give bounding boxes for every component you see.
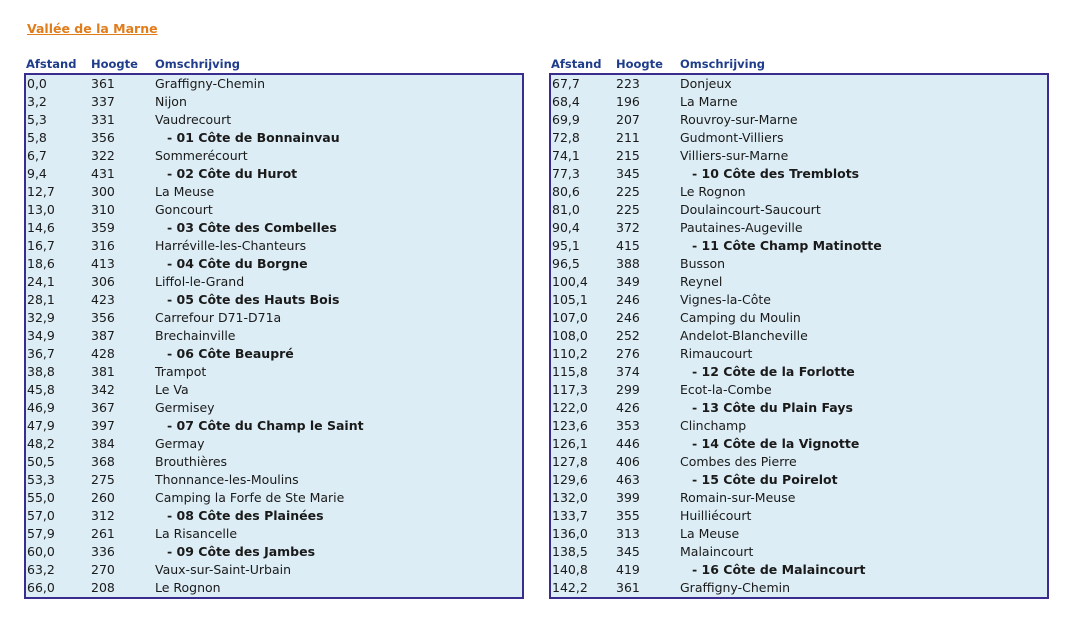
cell-omschrijving: Trampot bbox=[155, 364, 207, 379]
table-row bbox=[26, 561, 522, 579]
cell-afstand: 107,0 bbox=[552, 310, 588, 325]
cell-afstand: 110,2 bbox=[552, 346, 588, 361]
cell-hoogte: 342 bbox=[91, 382, 115, 397]
cell-omschrijving: Vignes-la-Côte bbox=[680, 292, 771, 307]
header-afstand: Afstand bbox=[551, 57, 602, 71]
cell-hoogte: 331 bbox=[91, 112, 115, 127]
cell-omschrijving: - 10 Côte des Tremblots bbox=[692, 166, 860, 181]
cell-afstand: 9,4 bbox=[27, 166, 47, 181]
cell-hoogte: 356 bbox=[91, 130, 115, 145]
cell-omschrijving: Nijon bbox=[155, 94, 187, 109]
cell-hoogte: 356 bbox=[91, 310, 115, 325]
cell-afstand: 45,8 bbox=[27, 382, 55, 397]
table-row bbox=[26, 543, 522, 561]
table-row bbox=[551, 291, 1047, 309]
table-row bbox=[26, 327, 522, 345]
cell-afstand: 117,3 bbox=[552, 382, 588, 397]
cell-afstand: 108,0 bbox=[552, 328, 588, 343]
cell-hoogte: 252 bbox=[616, 328, 640, 343]
cell-omschrijving: Le Rognon bbox=[155, 580, 221, 595]
table-row bbox=[551, 543, 1047, 561]
cell-omschrijving: Le Va bbox=[155, 382, 189, 397]
table-row bbox=[551, 381, 1047, 399]
table-row bbox=[26, 309, 522, 327]
cell-hoogte: 322 bbox=[91, 148, 115, 163]
cell-hoogte: 431 bbox=[91, 166, 115, 181]
table-row bbox=[26, 471, 522, 489]
cell-afstand: 60,0 bbox=[27, 544, 55, 559]
table-row bbox=[551, 561, 1047, 579]
cell-hoogte: 215 bbox=[616, 148, 640, 163]
cell-afstand: 129,6 bbox=[552, 472, 588, 487]
cell-omschrijving: Graffigny-Chemin bbox=[680, 580, 791, 595]
cell-hoogte: 299 bbox=[616, 382, 640, 397]
cell-afstand: 69,9 bbox=[552, 112, 580, 127]
cell-afstand: 122,0 bbox=[552, 400, 588, 415]
cell-afstand: 72,8 bbox=[552, 130, 580, 145]
left-route-table bbox=[24, 73, 524, 599]
cell-hoogte: 246 bbox=[616, 310, 640, 325]
cell-afstand: 136,0 bbox=[552, 526, 588, 541]
header-hoogte: Hoogte bbox=[616, 57, 663, 71]
cell-hoogte: 367 bbox=[91, 400, 115, 415]
cell-hoogte: 306 bbox=[91, 274, 115, 289]
table-row bbox=[26, 183, 522, 201]
cell-hoogte: 415 bbox=[616, 238, 640, 253]
cell-afstand: 126,1 bbox=[552, 436, 588, 451]
cell-afstand: 127,8 bbox=[552, 454, 588, 469]
table-row bbox=[551, 75, 1047, 93]
table-row bbox=[551, 489, 1047, 507]
cell-omschrijving: Huilliécourt bbox=[680, 508, 752, 523]
cell-hoogte: 463 bbox=[616, 472, 640, 487]
cell-afstand: 66,0 bbox=[27, 580, 55, 595]
cell-omschrijving: Ecot-la-Combe bbox=[680, 382, 772, 397]
table-row bbox=[26, 507, 522, 525]
cell-omschrijving: Brechainville bbox=[155, 328, 236, 343]
left-table-header bbox=[24, 57, 524, 71]
table-row bbox=[26, 219, 522, 237]
cell-omschrijving: Busson bbox=[680, 256, 726, 271]
table-row bbox=[551, 183, 1047, 201]
header-hoogte: Hoogte bbox=[91, 57, 138, 71]
cell-hoogte: 372 bbox=[616, 220, 640, 235]
cell-hoogte: 353 bbox=[616, 418, 640, 433]
cell-hoogte: 225 bbox=[616, 184, 640, 199]
cell-omschrijving: Camping la Forfe de Ste Marie bbox=[155, 490, 345, 505]
cell-omschrijving: La Meuse bbox=[155, 184, 215, 199]
cell-afstand: 67,7 bbox=[552, 76, 580, 91]
table-row bbox=[551, 165, 1047, 183]
cell-omschrijving: Pautaines-Augeville bbox=[680, 220, 803, 235]
cell-afstand: 132,0 bbox=[552, 490, 588, 505]
table-row bbox=[551, 93, 1047, 111]
cell-omschrijving: Liffol-le-Grand bbox=[155, 274, 245, 289]
cell-omschrijving: - 04 Côte du Borgne bbox=[167, 256, 308, 271]
cell-hoogte: 312 bbox=[91, 508, 115, 523]
cell-hoogte: 426 bbox=[616, 400, 640, 415]
cell-omschrijving: Le Rognon bbox=[680, 184, 746, 199]
cell-afstand: 77,3 bbox=[552, 166, 580, 181]
cell-afstand: 48,2 bbox=[27, 436, 55, 451]
cell-hoogte: 406 bbox=[616, 454, 640, 469]
cell-afstand: 80,6 bbox=[552, 184, 580, 199]
cell-hoogte: 207 bbox=[616, 112, 640, 127]
cell-omschrijving: Camping du Moulin bbox=[680, 310, 801, 325]
cell-hoogte: 359 bbox=[91, 220, 115, 235]
cell-afstand: 123,6 bbox=[552, 418, 588, 433]
cell-omschrijving: Rouvroy-sur-Marne bbox=[680, 112, 798, 127]
table-row bbox=[551, 237, 1047, 255]
table-row bbox=[26, 201, 522, 219]
cell-hoogte: 399 bbox=[616, 490, 640, 505]
table-row bbox=[551, 399, 1047, 417]
table-row bbox=[26, 273, 522, 291]
table-row bbox=[551, 111, 1047, 129]
cell-omschrijving: Rimaucourt bbox=[680, 346, 753, 361]
cell-afstand: 74,1 bbox=[552, 148, 580, 163]
cell-omschrijving: Andelot-Blancheville bbox=[680, 328, 808, 343]
cell-hoogte: 349 bbox=[616, 274, 640, 289]
cell-afstand: 3,2 bbox=[27, 94, 47, 109]
table-row bbox=[551, 363, 1047, 381]
cell-hoogte: 208 bbox=[91, 580, 115, 595]
right-table-header bbox=[549, 57, 1049, 71]
cell-afstand: 96,5 bbox=[552, 256, 580, 271]
cell-afstand: 133,7 bbox=[552, 508, 588, 523]
table-row bbox=[26, 345, 522, 363]
cell-omschrijving: Romain-sur-Meuse bbox=[680, 490, 796, 505]
table-row bbox=[26, 399, 522, 417]
cell-hoogte: 310 bbox=[91, 202, 115, 217]
cell-omschrijving: Malaincourt bbox=[680, 544, 754, 559]
table-row bbox=[551, 129, 1047, 147]
cell-omschrijving: Villiers-sur-Marne bbox=[680, 148, 789, 163]
table-row bbox=[26, 93, 522, 111]
cell-afstand: 57,0 bbox=[27, 508, 55, 523]
table-row bbox=[551, 309, 1047, 327]
cell-hoogte: 270 bbox=[91, 562, 115, 577]
cell-afstand: 36,7 bbox=[27, 346, 55, 361]
cell-omschrijving: - 11 Côte Champ Matinotte bbox=[692, 238, 882, 253]
cell-hoogte: 345 bbox=[616, 166, 640, 181]
cell-afstand: 90,4 bbox=[552, 220, 580, 235]
cell-omschrijving: Brouthières bbox=[155, 454, 228, 469]
cell-afstand: 63,2 bbox=[27, 562, 55, 577]
cell-hoogte: 374 bbox=[616, 364, 640, 379]
cell-omschrijving: - 12 Côte de la Forlotte bbox=[692, 364, 855, 379]
cell-afstand: 16,7 bbox=[27, 238, 55, 253]
cell-afstand: 140,8 bbox=[552, 562, 588, 577]
cell-afstand: 142,2 bbox=[552, 580, 588, 595]
cell-afstand: 105,1 bbox=[552, 292, 588, 307]
cell-afstand: 100,4 bbox=[552, 274, 588, 289]
cell-omschrijving: - 08 Côte des Plainées bbox=[167, 508, 324, 523]
cell-hoogte: 355 bbox=[616, 508, 640, 523]
table-row bbox=[551, 345, 1047, 363]
cell-hoogte: 384 bbox=[91, 436, 115, 451]
table-row bbox=[26, 291, 522, 309]
cell-omschrijving: Germay bbox=[155, 436, 205, 451]
table-row bbox=[551, 579, 1047, 597]
cell-hoogte: 388 bbox=[616, 256, 640, 271]
cell-hoogte: 211 bbox=[616, 130, 640, 145]
cell-omschrijving: Thonnance-les-Moulins bbox=[155, 472, 299, 487]
cell-hoogte: 419 bbox=[616, 562, 640, 577]
page-title[interactable]: Vallée de la Marne bbox=[27, 21, 158, 36]
cell-afstand: 13,0 bbox=[27, 202, 55, 217]
table-row bbox=[551, 417, 1047, 435]
cell-hoogte: 276 bbox=[616, 346, 640, 361]
cell-afstand: 57,9 bbox=[27, 526, 55, 541]
cell-afstand: 0,0 bbox=[27, 76, 47, 91]
cell-omschrijving: Carrefour D71-D71a bbox=[155, 310, 282, 325]
cell-hoogte: 313 bbox=[616, 526, 640, 541]
cell-afstand: 34,9 bbox=[27, 328, 55, 343]
cell-omschrijving: - 13 Côte du Plain Fays bbox=[692, 400, 853, 415]
table-row bbox=[26, 129, 522, 147]
table-row bbox=[26, 525, 522, 543]
table-row bbox=[26, 237, 522, 255]
cell-hoogte: 428 bbox=[91, 346, 115, 361]
cell-omschrijving: Vaudrecourt bbox=[155, 112, 232, 127]
cell-omschrijving: Donjeux bbox=[680, 76, 732, 91]
table-row bbox=[551, 219, 1047, 237]
cell-afstand: 81,0 bbox=[552, 202, 580, 217]
cell-omschrijving: - 16 Côte de Malaincourt bbox=[692, 562, 866, 577]
cell-hoogte: 361 bbox=[91, 76, 115, 91]
cell-afstand: 68,4 bbox=[552, 94, 580, 109]
table-row bbox=[26, 147, 522, 165]
cell-afstand: 18,6 bbox=[27, 256, 55, 271]
cell-afstand: 53,3 bbox=[27, 472, 55, 487]
cell-hoogte: 225 bbox=[616, 202, 640, 217]
cell-afstand: 5,3 bbox=[27, 112, 47, 127]
cell-omschrijving: La Meuse bbox=[680, 526, 740, 541]
cell-hoogte: 345 bbox=[616, 544, 640, 559]
cell-afstand: 6,7 bbox=[27, 148, 47, 163]
cell-afstand: 24,1 bbox=[27, 274, 55, 289]
table-row bbox=[551, 273, 1047, 291]
cell-hoogte: 397 bbox=[91, 418, 115, 433]
cell-omschrijving: La Risancelle bbox=[155, 526, 238, 541]
cell-hoogte: 337 bbox=[91, 94, 115, 109]
cell-hoogte: 300 bbox=[91, 184, 115, 199]
cell-hoogte: 336 bbox=[91, 544, 115, 559]
table-row bbox=[551, 201, 1047, 219]
cell-omschrijving: - 07 Côte du Champ le Saint bbox=[167, 418, 364, 433]
cell-afstand: 115,8 bbox=[552, 364, 588, 379]
table-row bbox=[551, 255, 1047, 273]
cell-hoogte: 261 bbox=[91, 526, 115, 541]
table-row bbox=[551, 507, 1047, 525]
cell-afstand: 47,9 bbox=[27, 418, 55, 433]
cell-omschrijving: - 15 Côte du Poirelot bbox=[692, 472, 838, 487]
cell-omschrijving: Doulaincourt-Saucourt bbox=[680, 202, 821, 217]
table-row bbox=[26, 111, 522, 129]
table-row bbox=[551, 327, 1047, 345]
cell-hoogte: 413 bbox=[91, 256, 115, 271]
table-row bbox=[26, 381, 522, 399]
cell-hoogte: 361 bbox=[616, 580, 640, 595]
table-row bbox=[551, 147, 1047, 165]
cell-omschrijving: Graffigny-Chemin bbox=[155, 76, 266, 91]
header-afstand: Afstand bbox=[26, 57, 77, 71]
table-row bbox=[26, 417, 522, 435]
cell-omschrijving: - 05 Côte des Hauts Bois bbox=[167, 292, 340, 307]
cell-hoogte: 381 bbox=[91, 364, 115, 379]
cell-omschrijving: - 14 Côte de la Vignotte bbox=[692, 436, 860, 451]
table-row bbox=[551, 435, 1047, 453]
cell-hoogte: 223 bbox=[616, 76, 640, 91]
cell-afstand: 14,6 bbox=[27, 220, 55, 235]
cell-afstand: 28,1 bbox=[27, 292, 55, 307]
cell-hoogte: 260 bbox=[91, 490, 115, 505]
cell-omschrijving: - 03 Côte des Combelles bbox=[167, 220, 337, 235]
table-row bbox=[26, 579, 522, 597]
cell-afstand: 55,0 bbox=[27, 490, 55, 505]
cell-hoogte: 196 bbox=[616, 94, 640, 109]
header-omschrijving: Omschrijving bbox=[155, 57, 241, 71]
cell-omschrijving: - 09 Côte des Jambes bbox=[167, 544, 316, 559]
right-route-table-block bbox=[549, 57, 1049, 599]
cell-afstand: 50,5 bbox=[27, 454, 55, 469]
table-row bbox=[26, 489, 522, 507]
cell-afstand: 46,9 bbox=[27, 400, 55, 415]
table-row bbox=[551, 453, 1047, 471]
cell-omschrijving: La Marne bbox=[680, 94, 738, 109]
cell-hoogte: 246 bbox=[616, 292, 640, 307]
table-row bbox=[26, 363, 522, 381]
cell-omschrijving: - 01 Côte de Bonnainvau bbox=[167, 130, 340, 145]
cell-omschrijving: Gudmont-Villiers bbox=[680, 130, 784, 145]
cell-afstand: 95,1 bbox=[552, 238, 580, 253]
table-row bbox=[551, 525, 1047, 543]
right-route-table bbox=[549, 73, 1049, 599]
header-omschrijving: Omschrijving bbox=[680, 57, 766, 71]
cell-afstand: 38,8 bbox=[27, 364, 55, 379]
cell-omschrijving: Goncourt bbox=[155, 202, 213, 217]
cell-omschrijving: Germisey bbox=[155, 400, 215, 415]
table-row bbox=[26, 453, 522, 471]
cell-hoogte: 387 bbox=[91, 328, 115, 343]
cell-omschrijving: - 02 Côte du Hurot bbox=[167, 166, 298, 181]
cell-omschrijving: Clinchamp bbox=[680, 418, 747, 433]
cell-hoogte: 275 bbox=[91, 472, 115, 487]
table-row bbox=[26, 435, 522, 453]
cell-afstand: 32,9 bbox=[27, 310, 55, 325]
cell-afstand: 12,7 bbox=[27, 184, 55, 199]
cell-omschrijving: Combes des Pierre bbox=[680, 454, 797, 469]
cell-omschrijving: - 06 Côte Beaupré bbox=[167, 346, 294, 361]
cell-hoogte: 316 bbox=[91, 238, 115, 253]
table-row bbox=[26, 75, 522, 93]
table-row bbox=[26, 255, 522, 273]
cell-omschrijving: Harréville-les-Chanteurs bbox=[155, 238, 307, 253]
cell-omschrijving: Reynel bbox=[680, 274, 723, 289]
cell-omschrijving: Sommerécourt bbox=[155, 148, 248, 163]
table-row bbox=[551, 471, 1047, 489]
table-row bbox=[26, 165, 522, 183]
cell-hoogte: 368 bbox=[91, 454, 115, 469]
cell-hoogte: 446 bbox=[616, 436, 640, 451]
cell-afstand: 138,5 bbox=[552, 544, 588, 559]
left-route-table-block bbox=[24, 57, 524, 599]
cell-afstand: 5,8 bbox=[27, 130, 47, 145]
cell-omschrijving: Vaux-sur-Saint-Urbain bbox=[155, 562, 292, 577]
cell-hoogte: 423 bbox=[91, 292, 115, 307]
